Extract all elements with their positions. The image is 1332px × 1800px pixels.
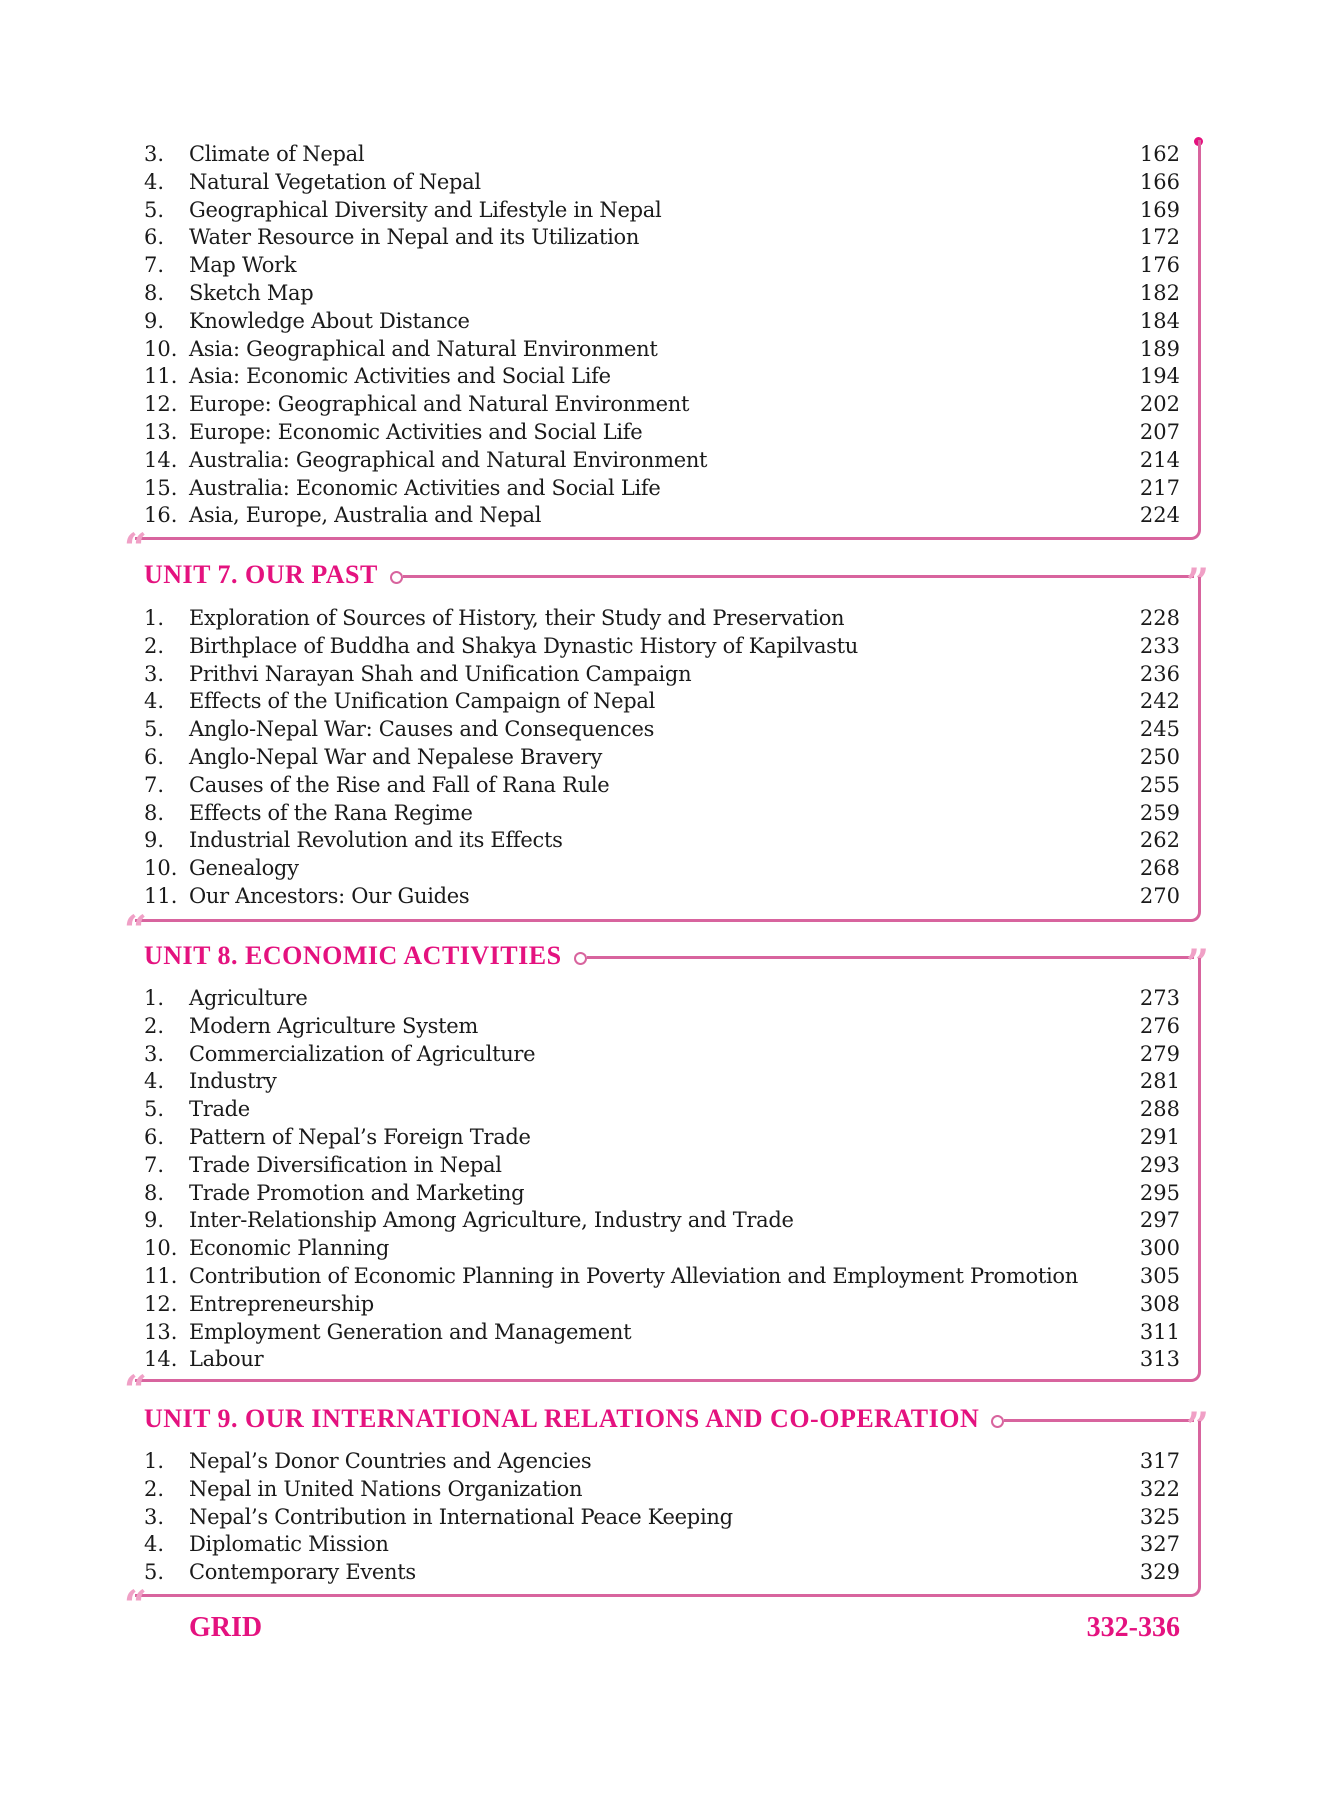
entry-title: Natural Vegetation of Nepal [189, 169, 481, 194]
entry-number: 2. [144, 1476, 165, 1501]
section-frame [135, 958, 1201, 1382]
entry-title: Asia: Geographical and Natural Environment [189, 336, 658, 361]
entry-number: 9. [144, 828, 165, 853]
entry-number: 7. [144, 772, 165, 797]
entry-number: 6. [144, 225, 165, 250]
opening-quote-ornament: “ [124, 1367, 148, 1414]
entry-number: 4. [144, 169, 165, 194]
entry-title: Climate of Nepal [189, 142, 365, 166]
section-frame [135, 140, 1201, 540]
entry-number: 4. [144, 1069, 165, 1094]
entry-page: 242 [1139, 689, 1180, 714]
entry-number: 5. [144, 197, 165, 222]
entry-page: 322 [1139, 1476, 1180, 1501]
entry-page: 166 [1139, 169, 1180, 194]
entry-title: Trade Promotion and Marketing [189, 1180, 525, 1205]
entry-title: Effects of the Rana Regime [189, 800, 473, 825]
entry-page: 255 [1139, 772, 1180, 797]
entry-title: Sketch Map [189, 281, 314, 305]
entry-title: Knowledge About Distance [189, 308, 470, 333]
entry-page: 308 [1139, 1291, 1180, 1316]
entry-page: 297 [1139, 1208, 1180, 1233]
entry-title: Europe: Geographical and Natural Environment [189, 392, 690, 417]
entry-number: 9. [144, 308, 165, 333]
closing-quote-ornament: ” [1186, 560, 1210, 607]
entry-page: 245 [1139, 717, 1180, 742]
closing-quote-ornament: ” [1186, 1404, 1210, 1451]
entry-page: 317 [1139, 1449, 1180, 1473]
entry-page: 224 [1139, 503, 1180, 528]
entry-title: Effects of the Unification Campaign of Nepal [189, 689, 656, 714]
entry-number: 3. [144, 1041, 165, 1066]
entry-page: 217 [1139, 475, 1180, 500]
entry-title: Geographical Diversity and Lifestyle in Nepal [189, 197, 662, 222]
entry-number: 7. [144, 253, 165, 278]
opening-quote-ornament: “ [124, 1582, 148, 1629]
entry-title: Economic Planning [189, 1236, 389, 1261]
entry-title: Commercialization of Agriculture [189, 1041, 536, 1066]
entry-title: Australia: Geographical and Natural Environment [189, 447, 708, 472]
entry-title: Asia, Europe, Australia and Nepal [189, 503, 542, 528]
entry-number: 8. [144, 800, 165, 825]
entry-title: Causes of the Rise and Fall of Rana Rule [189, 772, 610, 797]
entry-page: 207 [1139, 420, 1180, 444]
entry-page: 268 [1139, 856, 1180, 881]
entry-page: 236 [1139, 661, 1180, 686]
entry-number: 2. [144, 633, 165, 658]
entry-title: Inter-Relationship Among Agriculture, Industry and Trade [189, 1208, 794, 1233]
entry-page: 194 [1139, 364, 1180, 389]
entry-title: Labour [189, 1347, 264, 1372]
entry-number: 16. [144, 503, 178, 528]
entry-title: Modern Agriculture System [189, 1013, 479, 1038]
entry-title: Trade Diversification in Nepal [189, 1152, 502, 1177]
entry-number: 1. [144, 1449, 165, 1473]
entry-number: 5. [144, 1097, 165, 1122]
entry-page: 202 [1139, 392, 1180, 417]
entry-page: 305 [1139, 1264, 1180, 1288]
entry-number: 13. [144, 420, 178, 444]
entry-page: 214 [1139, 447, 1180, 472]
entry-page: 273 [1139, 986, 1180, 1010]
entry-page: 293 [1139, 1152, 1180, 1177]
entry-number: 10. [144, 1236, 178, 1261]
unit-heading: UNIT 7. OUR PAST [144, 560, 378, 589]
unit-heading: UNIT 9. OUR INTERNATIONAL RELATIONS AND CO-OPERATION [144, 1404, 980, 1433]
entry-number: 11. [144, 1264, 178, 1288]
entry-title: Anglo-Nepal War and Nepalese Bravery [189, 745, 603, 769]
entry-page: 262 [1139, 828, 1180, 853]
entry-title: Nepal’s Contribution in International Peace Keeping [189, 1504, 733, 1529]
entry-title: Contribution of Economic Planning in Poverty Alleviation and Employment Promotion [189, 1264, 1078, 1288]
entry-title: Anglo-Nepal War: Causes and Consequences [189, 717, 655, 742]
entry-page: 182 [1139, 281, 1180, 305]
entry-title: Birthplace of Buddha and Shakya Dynastic History of Kapilvastu [189, 633, 859, 658]
opening-quote-ornament: “ [124, 525, 148, 572]
entry-page: 295 [1139, 1180, 1180, 1205]
entry-title: Our Ancestors: Our Guides [189, 884, 470, 908]
entry-page: 288 [1139, 1097, 1180, 1122]
entry-number: 3. [144, 142, 165, 166]
entry-page: 291 [1139, 1125, 1180, 1149]
entry-page: 184 [1139, 308, 1180, 333]
section-frame [135, 1421, 1201, 1597]
entry-page: 270 [1139, 884, 1180, 908]
entry-page: 250 [1139, 745, 1180, 769]
entry-page: 300 [1139, 1236, 1180, 1261]
unit-heading: UNIT 8. ECONOMIC ACTIVITIES [144, 941, 562, 970]
opening-quote-ornament: “ [124, 907, 148, 954]
entry-number: 1. [144, 986, 165, 1010]
entry-number: 6. [144, 1125, 165, 1149]
entry-number: 10. [144, 856, 178, 881]
entry-title: Prithvi Narayan Shah and Unification Campaign [189, 661, 692, 686]
entry-number: 6. [144, 745, 165, 769]
entry-number: 3. [144, 1504, 165, 1529]
section-frame [135, 577, 1201, 922]
entry-title: Diplomatic Mission [189, 1532, 389, 1557]
entry-number: 8. [144, 281, 165, 305]
entry-title: Exploration of Sources of History, their Study and Preservation [189, 606, 845, 630]
entry-title: Contemporary Events [189, 1560, 416, 1585]
entry-page: 233 [1139, 633, 1180, 658]
entry-page: 279 [1139, 1041, 1180, 1066]
grid-label: GRID [189, 1612, 263, 1643]
entry-title: Asia: Economic Activities and Social Life [189, 364, 611, 389]
entry-page: 189 [1139, 336, 1180, 361]
entry-title: Agriculture [189, 986, 308, 1010]
entry-number: 5. [144, 1560, 165, 1585]
entry-title: Australia: Economic Activities and Social Life [189, 475, 661, 500]
entry-number: 12. [144, 392, 178, 417]
entry-page: 172 [1139, 225, 1180, 250]
entry-page: 281 [1139, 1069, 1180, 1094]
entry-number: 11. [144, 884, 178, 908]
grid-pages: 332-336 [1086, 1612, 1180, 1643]
entry-title: Nepal’s Donor Countries and Agencies [189, 1449, 592, 1473]
entry-number: 10. [144, 336, 178, 361]
entry-page: 327 [1139, 1532, 1180, 1557]
entry-page: 169 [1139, 197, 1180, 222]
entry-number: 12. [144, 1291, 178, 1316]
entry-title: Trade [189, 1097, 250, 1122]
entry-number: 9. [144, 1208, 165, 1233]
entry-title: Employment Generation and Management [189, 1319, 632, 1344]
entry-number: 15. [144, 475, 178, 500]
entry-page: 276 [1139, 1013, 1180, 1038]
entry-number: 14. [144, 447, 178, 472]
entry-title: Map Work [189, 253, 297, 278]
entry-page: 313 [1139, 1347, 1180, 1372]
closing-quote-ornament: ” [1186, 941, 1210, 988]
entry-title: Industrial Revolution and its Effects [189, 828, 563, 853]
entry-number: 8. [144, 1180, 165, 1205]
entry-number: 1. [144, 606, 165, 630]
entry-title: Genealogy [189, 856, 299, 881]
entry-page: 325 [1139, 1504, 1180, 1529]
entry-number: 14. [144, 1347, 178, 1372]
entry-number: 4. [144, 1532, 165, 1557]
entry-title: Entrepreneurship [189, 1291, 374, 1316]
entry-page: 329 [1139, 1560, 1180, 1585]
entry-number: 4. [144, 689, 165, 714]
entry-page: 162 [1139, 142, 1180, 166]
entry-page: 176 [1139, 253, 1180, 278]
entry-title: Nepal in United Nations Organization [189, 1476, 583, 1501]
entry-number: 7. [144, 1152, 165, 1177]
entry-title: Water Resource in Nepal and its Utilization [189, 225, 640, 250]
entry-number: 11. [144, 364, 178, 389]
entry-page: 311 [1139, 1319, 1180, 1344]
entry-number: 3. [144, 661, 165, 686]
entry-page: 228 [1139, 606, 1180, 630]
entry-number: 13. [144, 1319, 178, 1344]
entry-number: 5. [144, 717, 165, 742]
entry-title: Industry [189, 1069, 277, 1094]
entry-page: 259 [1139, 800, 1180, 825]
entry-title: Pattern of Nepal’s Foreign Trade [189, 1125, 531, 1149]
entry-title: Europe: Economic Activities and Social Life [189, 420, 643, 444]
entry-number: 2. [144, 1013, 165, 1038]
